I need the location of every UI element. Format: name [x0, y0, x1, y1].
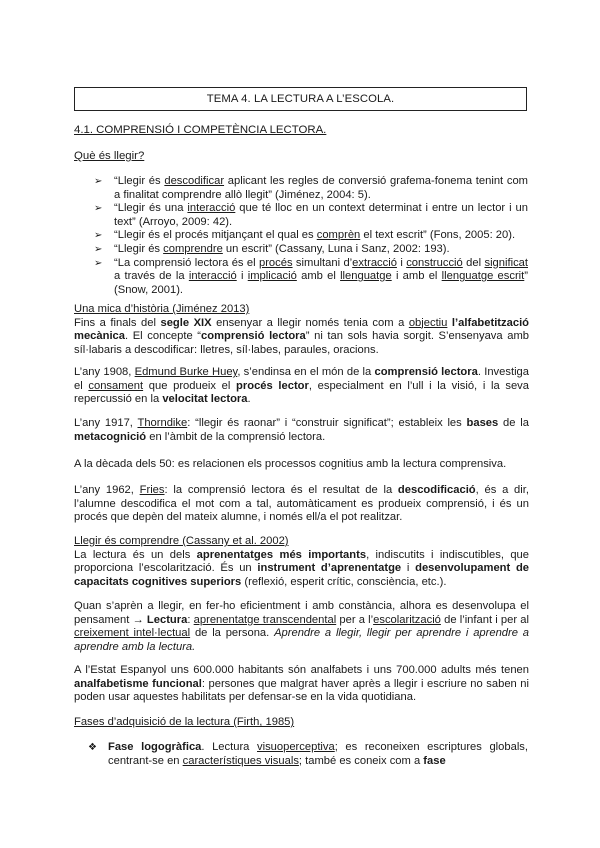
arrow-bullet-icon: ➢ — [94, 243, 103, 255]
fases-heading: Fases d’adquisició de la lectura (Firth, 1985) — [74, 716, 295, 728]
llegir-heading: Llegir és comprendre (Cassany et al. 2002) — [74, 535, 289, 547]
history-section — [74, 303, 529, 357]
document-title: TEMA 4. LA LECTURA A L’ESCOLA. — [74, 87, 527, 111]
definition-item: ➢ “Llegir és el procés mitjançant el qual es comprèn el text escrit” (Fons, 2005: 20). — [94, 229, 516, 242]
llegir-paragraph-1: La lectura és un dels aprenentatges més importants, indiscutits i indiscutibles, que proporciona l’escolarització. És un instrument d’aprenentatge i desenvolupament de capacitats cognitives superiors (reflexió, esperit crític, consciència, etc.). — [74, 548, 530, 588]
history-heading: Una mica d’història (Jiménez 2013) — [74, 303, 250, 315]
history-paragraph-3: L’any 1917, Thorndike: “llegir és raonar” i “construir significat”; estableix les bases de la metacognició en l’àmbit de la comprensió lectora. — [74, 417, 529, 443]
history-paragraph-1: Fins a finals del segle XIX ensenyar a llegir només tenia com a objectiu l’alfabetització mecànica. El concepte “comprensió lectora” ni tan sols havia sorgit. S’ensenyava amb síl·labaris a descodificar: lletres, síl·labes, paraules, oracions. — [74, 316, 530, 356]
llegir-paragraph-2: Quan s’aprèn a llegir, en fer-ho eficientment i amb constància, alhora es desenvolupa el pensament → Lectura: aprenentatge transcendental per a l’escolarització de l’infant i per al creixement intel·lectual de la persona. Aprendre a llegir, llegir per aprendre i aprendre a aprendre amb la lectura. — [74, 600, 530, 653]
definition-item: ➢ “Llegir és una interacció que té lloc en un context determinat i entre un lector i un text” (Arroyo, 2009: 42). — [94, 202, 528, 228]
arrow-bullet-icon: ➢ — [94, 203, 103, 215]
question-heading: Què és llegir? — [74, 150, 145, 162]
arrow-bullet-icon: ➢ — [94, 257, 103, 269]
diamond-bullet-icon: ❖ — [88, 742, 97, 753]
section-heading: 4.1. COMPRENSIÓ I COMPETÈNCIA LECTORA. — [74, 124, 327, 136]
history-paragraph-4: A la dècada dels 50: es relacionen els processos cognitius amb la lectura comprensiva. — [74, 458, 507, 470]
arrow-bullet-icon: ➢ — [94, 176, 103, 187]
history-paragraph-2: L’any 1908, Edmund Burke Huey, s’endinsa en el món de la comprensió lectora. Investiga el consament que produeix el procés lector, especialment en l’ull i la visió, i la seva repercussió en la velocitat lectora. — [74, 366, 529, 406]
definition-item: ➢ “La comprensió lectora és el procés simultani d’extracció i construcció del significat a través de la interacció i implicació amb el llenguatge i amb el llenguatge escrit” (Snow, 2001). — [94, 256, 529, 296]
llegir-section — [74, 535, 529, 589]
definition-item: ➢ “Llegir és comprendre un escrit” (Cassany, Luna i Sanz, 2002: 193). — [94, 242, 450, 255]
definitions-list — [94, 175, 528, 297]
history-paragraph-5: L’any 1962, Fries: la comprensió lectora és el resultat de la descodificació, és a dir, l’alumne descodifica el mot com a tal, automàticament es produeix comprensió, i és un procés que depèn del mateix alumne, i només ell/a el pot realitzar. — [74, 484, 529, 524]
fase-logografica-item: ❖ Fase logogràfica. Lectura visuoperceptiva; es reconeixen escriptures globals, centrant-se en característiques visuals; també es coneix com a fase — [88, 741, 529, 767]
llegir-paragraph-3: A l’Estat Espanyol uns 600.000 habitants són analfabets i uns 700.000 adults més tenen analfabetisme funcional: persones que malgrat haver après a llegir i escriure no saben ni poden usar aquestes habilitats per defensar-se en la vida quotidiana. — [74, 664, 529, 704]
arrow-bullet-icon: ➢ — [94, 230, 103, 242]
definition-item: ➢ “Llegir és descodificar aplicant les regles de conversió grafema-fonema tenint com a finalitat comprendre allò llegit” (Jiménez, 2004: 5). — [94, 175, 529, 201]
